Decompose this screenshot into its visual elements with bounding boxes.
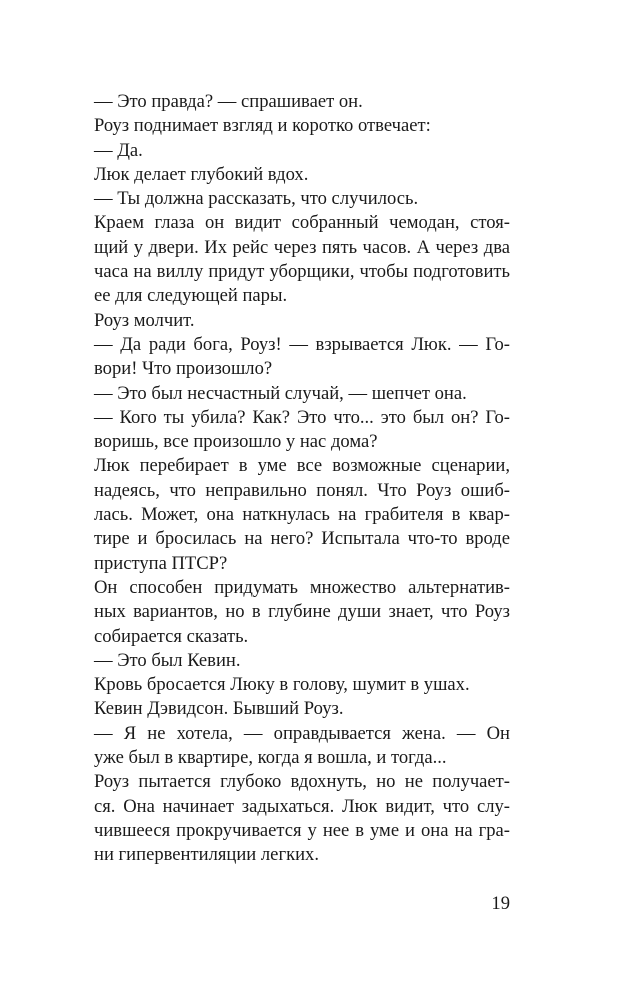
text-line: вори! Что произошло?	[94, 358, 273, 380]
text-line: щий у двери. Их рейс через пять часов. А через два	[94, 236, 510, 258]
text-line: Роуз пытается глубоко вдохнуть, но не получает-	[94, 771, 510, 793]
text-line: надеясь, что неправильно понял. Что Роуз ошиб-	[94, 479, 510, 501]
paragraph	[94, 697, 510, 721]
text-line: ся. Она начинает задыхаться. Люк видит, что слу-	[94, 795, 510, 817]
text-line: воришь, все произошло у нас дома?	[94, 431, 378, 453]
text-line: — Кого ты убила? Как? Это что... это был он? Го-	[94, 406, 510, 428]
text-line: Он способен придумать множество альтернатив-	[94, 576, 510, 598]
paragraph	[94, 406, 510, 455]
paragraph	[94, 114, 510, 138]
text-line: — Я не хотела, — оправдывается жена. — Он	[94, 722, 510, 744]
text-line: — Да ради бога, Роуз! — взрывается Люк. — Го-	[94, 333, 510, 355]
text-line: ных вариантов, но в глубине души знает, что Роуз	[94, 601, 510, 623]
paragraph	[94, 139, 510, 163]
text-line: ее для следующей пары.	[94, 285, 288, 307]
body-text	[94, 90, 510, 868]
paragraph	[94, 770, 510, 867]
text-line: — Ты должна рассказать, что случилось.	[94, 188, 419, 210]
paragraph	[94, 163, 510, 187]
paragraph	[94, 576, 510, 649]
text-line: — Это правда? — спрашивает он.	[94, 91, 363, 112]
text-line: часа на виллу придут уборщики, чтобы подготовить	[94, 261, 510, 283]
text-line: чившееся прокручивается у нее в уме и она на гра-	[94, 819, 510, 841]
text-line: приступа ПТСР?	[94, 552, 228, 574]
text-line: — Это был несчастный случай, — шепчет она.	[94, 382, 467, 404]
paragraph	[94, 649, 510, 673]
paragraph	[94, 382, 510, 406]
text-line: тире и бросилась на него? Испытала что-то вроде	[94, 528, 510, 550]
text-line: Люк перебирает в уме все возможные сценарии,	[94, 455, 510, 477]
text-line: собирается сказать.	[94, 625, 249, 647]
paragraph	[94, 90, 510, 114]
paragraph	[94, 187, 510, 211]
text-line: Роуз молчит.	[94, 309, 195, 331]
text-line: лась. Может, она наткнулась на грабителя в квар-	[94, 504, 510, 526]
text-line: Кевин Дэвидсон. Бывший Роуз.	[94, 698, 344, 720]
paragraph	[94, 333, 510, 382]
page-number: 19	[491, 893, 510, 914]
text-line: Люк делает глубокий вдох.	[94, 163, 309, 185]
paragraph	[94, 211, 510, 308]
text-line: — Да.	[94, 139, 143, 161]
text-line: Кровь бросается Люку в голову, шумит в ушах.	[94, 674, 470, 696]
text-line: Роуз поднимает взгляд и коротко отвечает:	[94, 115, 431, 137]
paragraph	[94, 722, 510, 771]
text-line: ни гипервентиляции легких.	[94, 844, 319, 866]
text-line: — Это был Кевин.	[94, 649, 241, 671]
text-line: Краем глаза он видит собранный чемодан, стоя-	[94, 212, 510, 234]
paragraph	[94, 673, 510, 697]
paragraph	[94, 309, 510, 333]
paragraph	[94, 454, 510, 575]
text-line: уже был в квартире, когда я вошла, и тогда...	[94, 747, 447, 769]
